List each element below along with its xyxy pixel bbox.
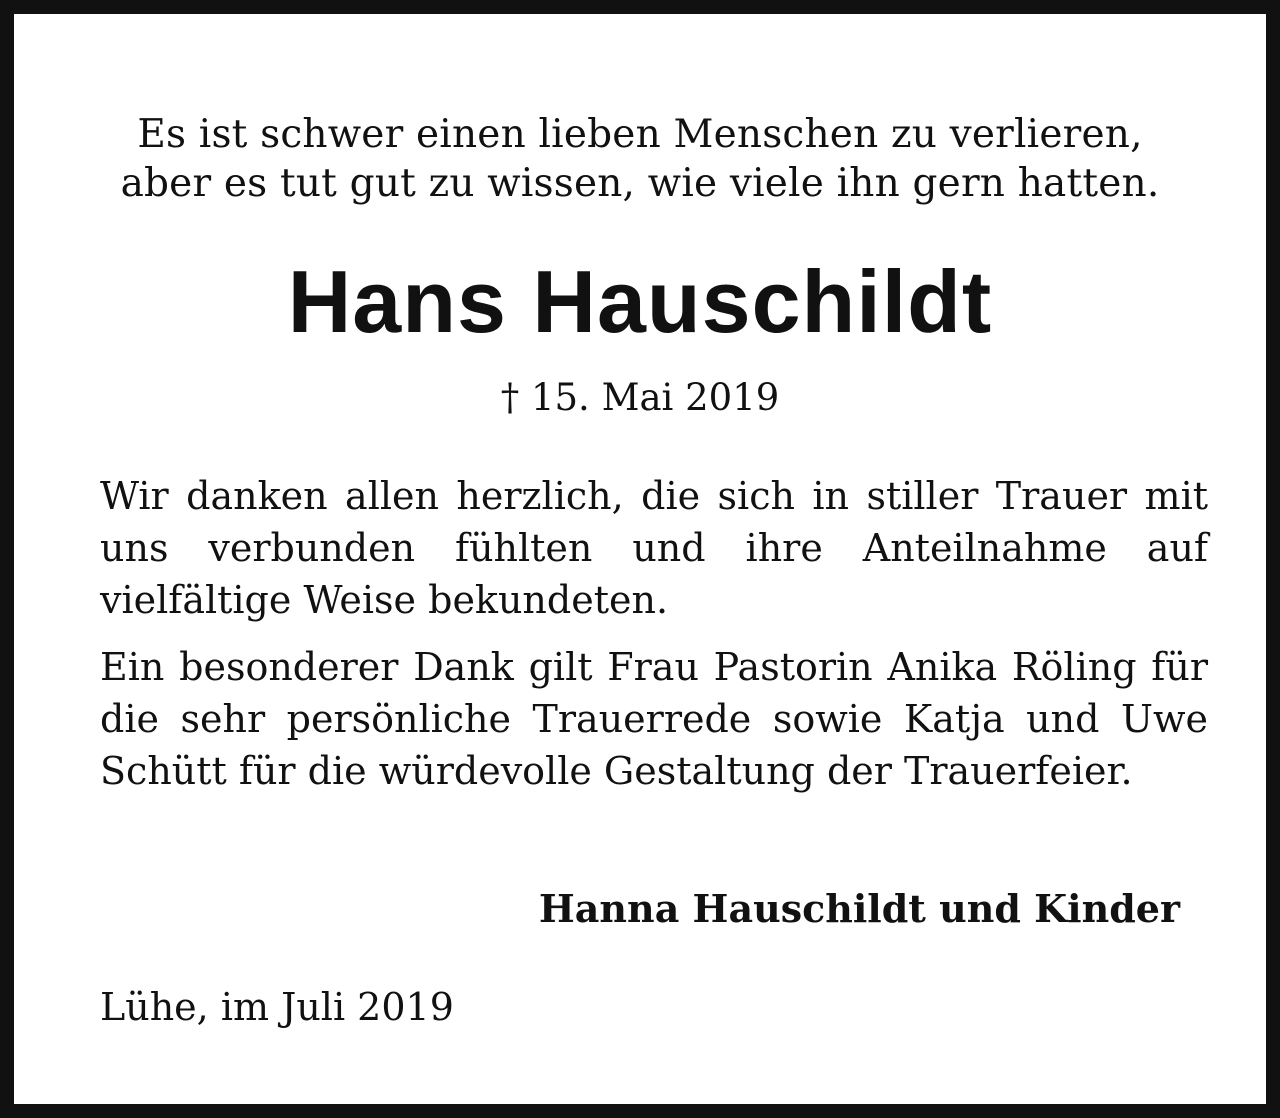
place-and-date: Lühe, im Juli 2019 xyxy=(100,985,454,1029)
deceased-name: Hans Hauschildt xyxy=(287,252,993,351)
death-date: † 15. Mai 2019 xyxy=(500,376,780,419)
thanks-paragraph: Wir danken allen herzlich, die sich in stiller Trauer mit uns verbunden fühlten und ihre Anteilnahme auf vielfältige Weise bekundeten. xyxy=(100,474,1208,622)
special-thanks-paragraph: Ein besonderer Dank gilt Frau Pastorin Anika Röling für die sehr persönliche Trauerrede sowie Katja und Uwe Schütt für die würdevolle Gestaltung der Trauerfeier. xyxy=(100,645,1208,793)
signature: Hanna Hauschildt und Kinder xyxy=(538,886,1180,931)
motto-line-1: Es ist schwer einen lieben Menschen zu verlieren, xyxy=(137,112,1143,157)
motto-quote xyxy=(54,110,1226,208)
motto-line-2: aber es tut gut zu wissen, wie viele ihn gern hatten. xyxy=(120,161,1160,206)
